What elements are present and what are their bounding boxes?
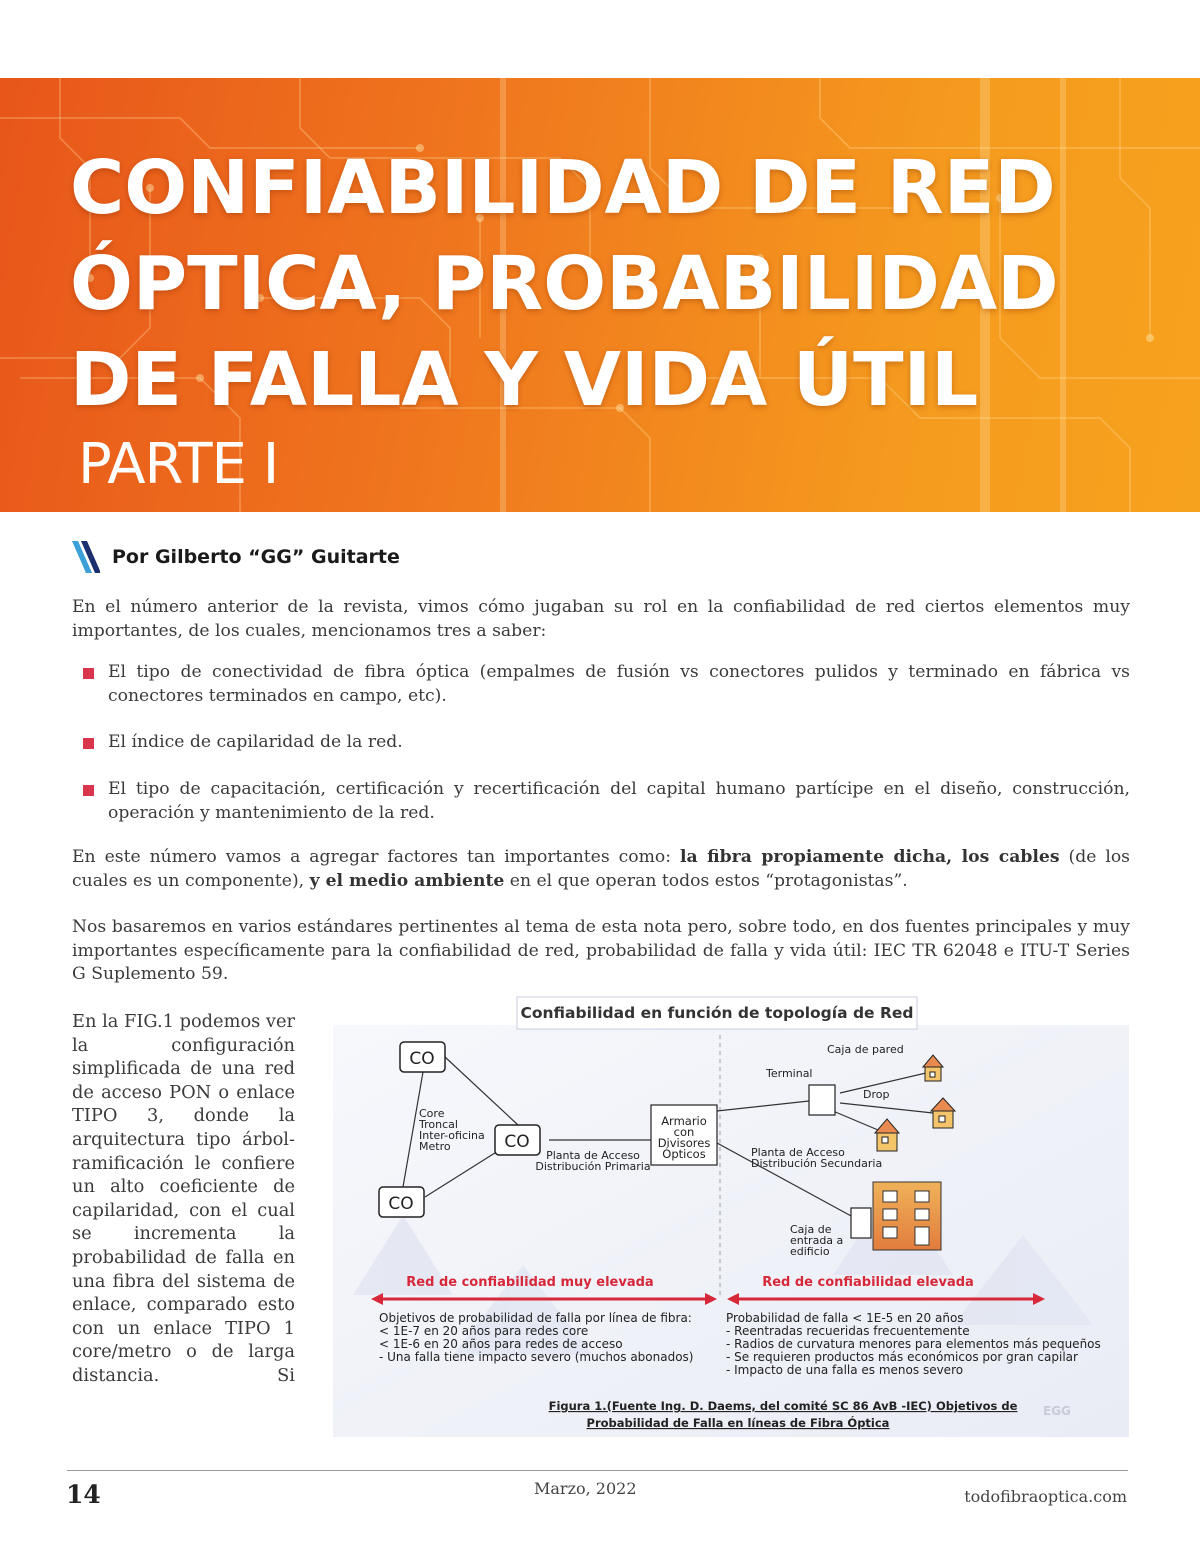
left-objective-line: < 1E-7 en 20 años para redes core [379, 1324, 589, 1338]
bullet-square-icon [83, 668, 94, 679]
page-number: 14 [66, 1480, 101, 1509]
text-run: en el que operan todos estos “protagonistas”. [504, 870, 908, 891]
co-node [400, 1042, 445, 1072]
planta-primaria-label: Distribución Primaria [535, 1160, 651, 1173]
list-item-text: El tipo de capacitación, certificación y recertificación del capital humano partícipe en el diseño, construcción, operación y mantenimiento de la red. [108, 779, 1130, 823]
terminal-node [809, 1085, 835, 1115]
right-objective-line: - Reentradas recueridas frecuentemente [726, 1324, 970, 1338]
co-node [379, 1187, 424, 1217]
reliability-right-label: Red de confiabilidad elevada [762, 1275, 974, 1290]
bullet-square-icon [83, 785, 94, 796]
title-line: CONFIABILIDAD DE RED [70, 145, 1056, 231]
left-objective-line: Objetivos de probabilidad de falla por línea de fibra: [379, 1311, 692, 1325]
caja-entrada-label: entrada a [790, 1234, 844, 1247]
watermark-logo: EGG [1043, 1404, 1071, 1418]
armario-label: con [673, 1125, 695, 1139]
co-label: CO [504, 1132, 530, 1152]
co-label: CO [388, 1194, 414, 1214]
list-item [83, 778, 1130, 825]
planta-secundaria-label: Distribución Secundaria [751, 1157, 883, 1170]
armario-node [651, 1105, 717, 1165]
slash-logo-icon [72, 541, 100, 573]
planta-primaria-label: Planta de Acceso [546, 1149, 640, 1162]
article-title [70, 140, 1059, 428]
bold-text: la fibra propiamente dicha, los cables [680, 847, 1060, 867]
list-item [83, 661, 1130, 708]
drop-label: Drop [863, 1088, 890, 1101]
footer-divider [67, 1470, 1128, 1471]
armario-label: Ópticos [662, 1147, 706, 1161]
bullet-square-icon [83, 738, 94, 749]
core-label: Troncal [419, 1118, 458, 1131]
figure-caption: Figura 1.(Fuente Ing. D. Daems, del comité SC 86 AvB -IEC) Objetivos de [548, 1399, 1018, 1413]
core-label: Inter-oficina [419, 1129, 485, 1142]
issue-date: Marzo, 2022 [534, 1479, 637, 1498]
left-objective-line: < 1E-6 en 20 años para redes de acceso [379, 1337, 623, 1351]
left-column-paragraph: En la FIG.1 podemos ver la configuración simplificada de una red de acceso PON o enlace TIPO 3, donde la arquitectura tipo árbol-ramificación le confiere un alto coeficiente de capilaridad, con el cual se incrementa la probabilidad de falla en una fibra del sistema de enlace, comparado esto con un enlace TIPO 1 core/metro o de larga distancia. Si [72, 1011, 295, 1386]
author-name: Por Gilberto “GG” Guitarte [112, 546, 400, 568]
right-objective-line: - Radios de curvatura menores para elementos más pequeños [726, 1337, 1101, 1351]
list-item-text: El tipo de conectividad de fibra óptica (empalmes de fusión vs conectores pulidos y terminado en fábrica vs conectores terminados en campo, etc). [108, 662, 1130, 706]
article-subtitle: PARTE I [78, 432, 279, 497]
caja-entrada-label: edificio [790, 1245, 830, 1258]
armario-label: Divisores [657, 1136, 711, 1150]
terminal-label: Terminal [766, 1067, 813, 1080]
core-label: Metro [419, 1140, 451, 1153]
title-line: ÓPTICA, PROBABILIDAD [70, 241, 1059, 327]
text-run: En este número vamos a agregar factores tan importantes como: [72, 847, 680, 867]
right-objective-line: - Se requieren productos más económicos por gran capilar [726, 1350, 1078, 1364]
text-run: (de los cuales es un componente), [72, 847, 1130, 891]
planta-secundaria-label: Planta de Acceso [751, 1146, 845, 1159]
figure-caption: Probabilidad de Falla en líneas de Fibra Óptica [586, 1416, 890, 1430]
list-item-text: El índice de capilaridad de la red. [108, 732, 403, 752]
title-line: DE FALLA Y VIDA ÚTIL [70, 337, 979, 423]
website-url: todofibraoptica.com [964, 1487, 1127, 1506]
reliability-left-label: Red de confiabilidad muy elevada [406, 1275, 654, 1290]
core-label: Core [419, 1107, 445, 1120]
bold-text: y el medio ambiente [309, 870, 505, 891]
armario-label: Armario [661, 1114, 707, 1128]
caja-entrada-label: Caja de [790, 1223, 832, 1236]
left-objective-line: - Una falla tiene impacto severo (muchos abonados) [379, 1350, 694, 1364]
sources-paragraph: Nos basaremos en varios estándares pertinentes al tema de esta nota pero, sobre todo, en dos fuentes principales y muy importantes específicamente para la confiabilidad de red, probabilidad de falla y vida útil: IEC TR 62048 e ITU-T Series G Suplemento 59. [72, 917, 1130, 984]
byline [72, 541, 400, 573]
figure-topology-diagram [333, 995, 1129, 1437]
co-label: CO [409, 1049, 435, 1069]
factors-paragraph [72, 846, 1130, 893]
right-objective-line: - Impacto de una falla es menos severo [726, 1363, 964, 1377]
figure-title: Confiabilidad en función de topología de Red [520, 1004, 914, 1022]
right-objective-line: Probabilidad de falla < 1E-5 en 20 años [726, 1311, 964, 1325]
intro-paragraph: En el número anterior de la revista, vimos cómo jugaban su rol en la confiabilidad de red ciertos elementos muy importantes, de los cuales, mencionamos tres a saber: [72, 597, 1130, 641]
co-node [495, 1125, 540, 1155]
caja-pared-label: Caja de pared [827, 1043, 904, 1056]
list-item [83, 731, 1130, 755]
